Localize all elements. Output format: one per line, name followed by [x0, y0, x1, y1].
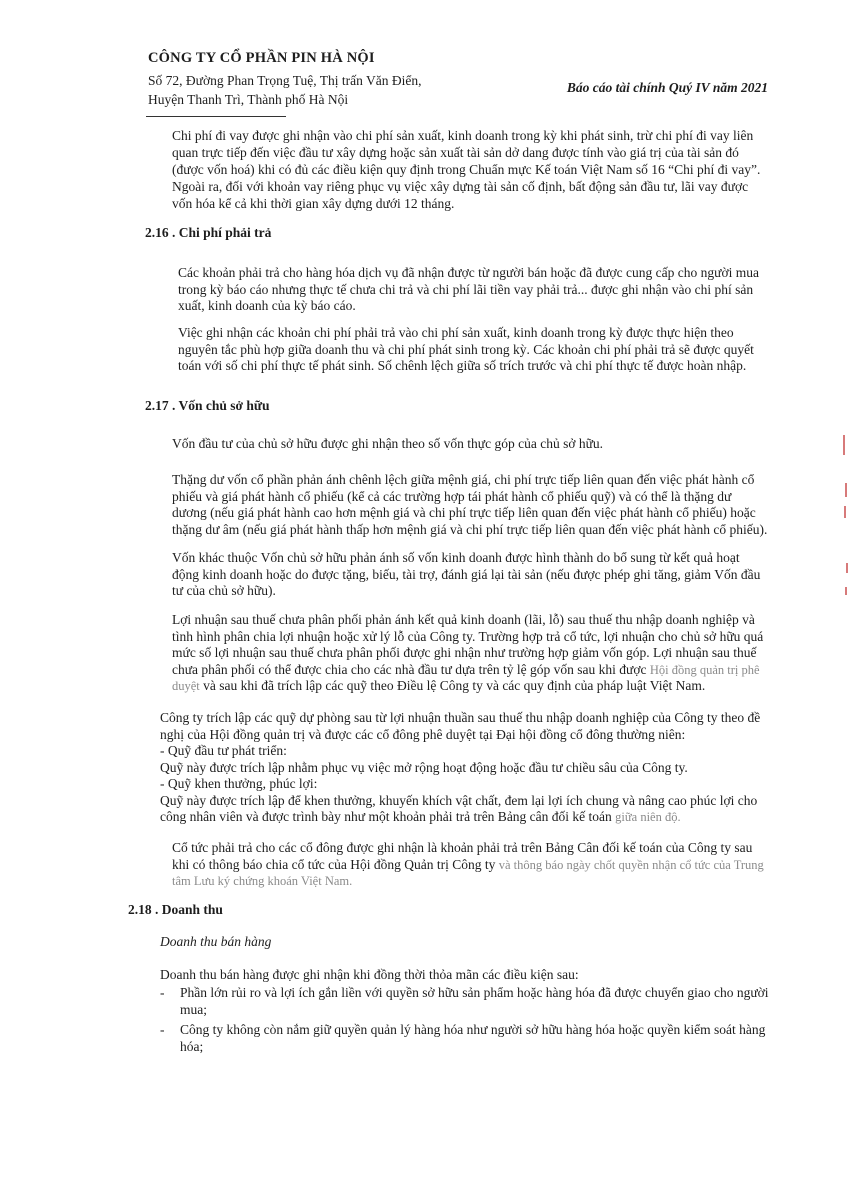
- retained-earnings-faint-text: Hội đồng quản trị phê duyệt: [172, 662, 760, 693]
- section-2-17-heading: 2.17 . Vốn chủ sở hữu: [145, 398, 270, 413]
- company-name: CÔNG TY CỔ PHẦN PIN HÀ NỘI: [148, 50, 375, 66]
- revenue-condition-1: [160, 985, 770, 1018]
- company-address-line2: Huyện Thanh Trì, Thành phố Hà Nội: [148, 92, 349, 107]
- margin-mark: [844, 506, 846, 518]
- section-2-17-para-3: Vốn khác thuộc Vốn chủ sở hữu phản ánh số vốn kinh doanh được hình thành do bổ sung từ kết quả hoạt động kinh doanh hoặc do được tặng, biếu, tài trợ, đánh giá lại tài sản (nếu được phép ghi tăng, giảm Vốn đầu tư của chủ sở hữu).: [172, 550, 761, 598]
- revenue-condition-2: [160, 1022, 770, 1055]
- dividends-text: Cổ tức phải trả cho các cổ đông được ghi nhận là khoản phải trả trên Bảng Cân đối kế toán của Công ty sau khi có thông báo chia cổ tức của Hội đồng Quản trị Công ty: [172, 840, 753, 872]
- margin-mark: [843, 435, 845, 455]
- section-2-17-para-1: Vốn đầu tư của chủ sở hữu được ghi nhận theo số vốn thực góp của chủ sở hữu.: [172, 436, 604, 451]
- revenue-condition-2-text: Công ty không còn nắm giữ quyền quản lý hàng hóa như người sở hữu hàng hóa hoặc quyền kiểm soát hàng hóa;: [180, 1022, 766, 1054]
- revenue-subheading: Doanh thu bán hàng: [160, 934, 272, 949]
- section-2-16-heading: 2.16 . Chi phí phải trả: [145, 225, 272, 240]
- intro-paragraph: Chi phí đi vay được ghi nhận vào chi phí sản xuất, kinh doanh trong kỳ khi phát sinh, trừ chi phí đi vay liên quan trực tiếp đến việc đầu tư xây dựng hoặc sản xuất tài sản dở dang được tính vào giá trị của tài sản đó (được vốn hoá) khi có đủ các điều kiện quy định trong Chuẩn mực Kế toán Việt Nam số 16 “Chi phí đi vay”. Ngoài ra, đối với khoản vay riêng phục vụ việc xây dựng tài sản cố định, bất động sản đầu tư, lãi vay được vốn hóa kể cả khi thời gian xây dựng dưới 12 tháng.: [172, 128, 761, 211]
- bullet-dash: -: [160, 1022, 165, 1037]
- margin-mark: [846, 563, 848, 573]
- fund-bonus-desc-text: Quỹ này được trích lập để khen thưởng, khuyến khích vật chất, đem lại lợi ích chung và nâng cao phúc lợi cho công nhân viên và được trình bày như một khoản phải trả trên Bảng cân đối kế toán: [160, 792, 758, 824]
- page-header: [148, 50, 768, 109]
- retained-earnings-text: Lợi nhuận sau thuế chưa phân phối phản ánh kết quả kinh doanh (lãi, lỗ) sau thuế thu nhập doanh nghiệp và tình hình phân chia lợi nhuận hoặc xử lý lỗ của Công ty. Trường hợp trả cổ tức, lợi nhuận cho chủ sở hữu quá mức số lợi nhuận sau thuế chưa phân phối được ghi nhận như trường hợp giảm vốn góp. Lợi nhuận sau thuế chưa phân phối có thể được chia cho các nhà đầu tư dựa trên tỷ lệ góp vốn sau khi được: [172, 612, 764, 677]
- revenue-condition-1-text: Phần lớn rủi ro và lợi ích gắn liền với quyền sở hữu sản phẩm hoặc hàng hóa đã được chuyển giao cho người mua;: [180, 985, 769, 1017]
- section-2-17-para-6: [172, 840, 768, 890]
- margin-mark: [845, 587, 847, 595]
- fund-investment-desc: Quỹ này được trích lập nhằm phục vụ việc mở rộng hoạt động hoặc đầu tư chiều sâu của Công ty.: [160, 759, 688, 775]
- header-underline: [146, 116, 286, 117]
- section-2-17-funds-block: [160, 710, 768, 826]
- retained-earnings-end-text: và sau khi đã trích lập các quỹ theo Điều lệ Công ty và các quy định của pháp luật Việt Nam.: [203, 678, 706, 693]
- dividends-faint-text: và thông báo ngày chốt quyền nhận cổ tức của Trung tâm Lưu ký chứng khoán Việt Nam.: [172, 857, 764, 888]
- section-2-17-para-4: [172, 612, 768, 695]
- fund-bonus-desc-faint: giữa niên độ.: [615, 810, 681, 824]
- funds-intro: Công ty trích lập các quỹ dự phòng sau từ lợi nhuận thuần sau thuế thu nhập doanh nghiệp của Công ty theo đề nghị của Hội đồng quản trị và được các cổ đông phê duyệt tại Đại hội đồng cổ đông thường niên:: [160, 710, 761, 742]
- section-2-16-para-1: Các khoản phải trả cho hàng hóa dịch vụ đã nhận được từ người bán hoặc đã được cung cấp cho người mua trong kỳ báo cáo nhưng thực tế chưa chi trả và chi phí lãi tiền vay phải trả... được ghi nhận vào chi phí sản xuất, kinh doanh của kỳ báo cáo.: [178, 265, 759, 313]
- margin-mark: [845, 483, 847, 497]
- section-2-17-para-2: Thặng dư vốn cổ phần phản ánh chênh lệch giữa mệnh giá, chi phí trực tiếp liên quan đến việc phát hành cổ phiếu và giá phát hành cổ phiếu (kể cả các trường hợp tái phát hành cổ phiếu quỹ) và có thể là thặng dư dương (nếu giá phát hành cao hơn mệnh giá và chi phí trực tiếp liên quan đến việc phát hành cổ phiếu) hoặc thặng dư âm (nếu giá phát hành thấp hơn mệnh giá và chi phí trực tiếp liên quan đến việc phát hành cổ phiếu).: [172, 472, 768, 537]
- fund-bonus-label: - Quỹ khen thưởng, phúc lợi:: [160, 776, 318, 791]
- section-2-18-heading: 2.18 . Doanh thu: [128, 902, 223, 917]
- fund-investment-label: - Quỹ đầu tư phát triển:: [160, 743, 287, 758]
- bullet-dash: -: [160, 985, 165, 1000]
- revenue-conditions-intro: Doanh thu bán hàng được ghi nhận khi đồng thời thỏa mãn các điều kiện sau:: [160, 967, 579, 982]
- report-title: Báo cáo tài chính Quý IV năm 2021: [566, 80, 768, 95]
- company-address-line1: Số 72, Đường Phan Trọng Tuệ, Thị trấn Văn Điển,: [148, 73, 422, 88]
- section-2-16-para-2: Việc ghi nhận các khoản chi phí phải trả vào chi phí sản xuất, kinh doanh trong kỳ được thực hiện theo nguyên tắc phù hợp giữa doanh thu và chi phí phát sinh trong kỳ. Các khoản chi phí phải trả sẽ được quyết toán với số chi phí thực tế phát sinh. Số chênh lệch giữa số trích trước và chi phí thực tế được hoàn nhập.: [178, 325, 754, 373]
- fund-bonus-desc: [160, 793, 768, 826]
